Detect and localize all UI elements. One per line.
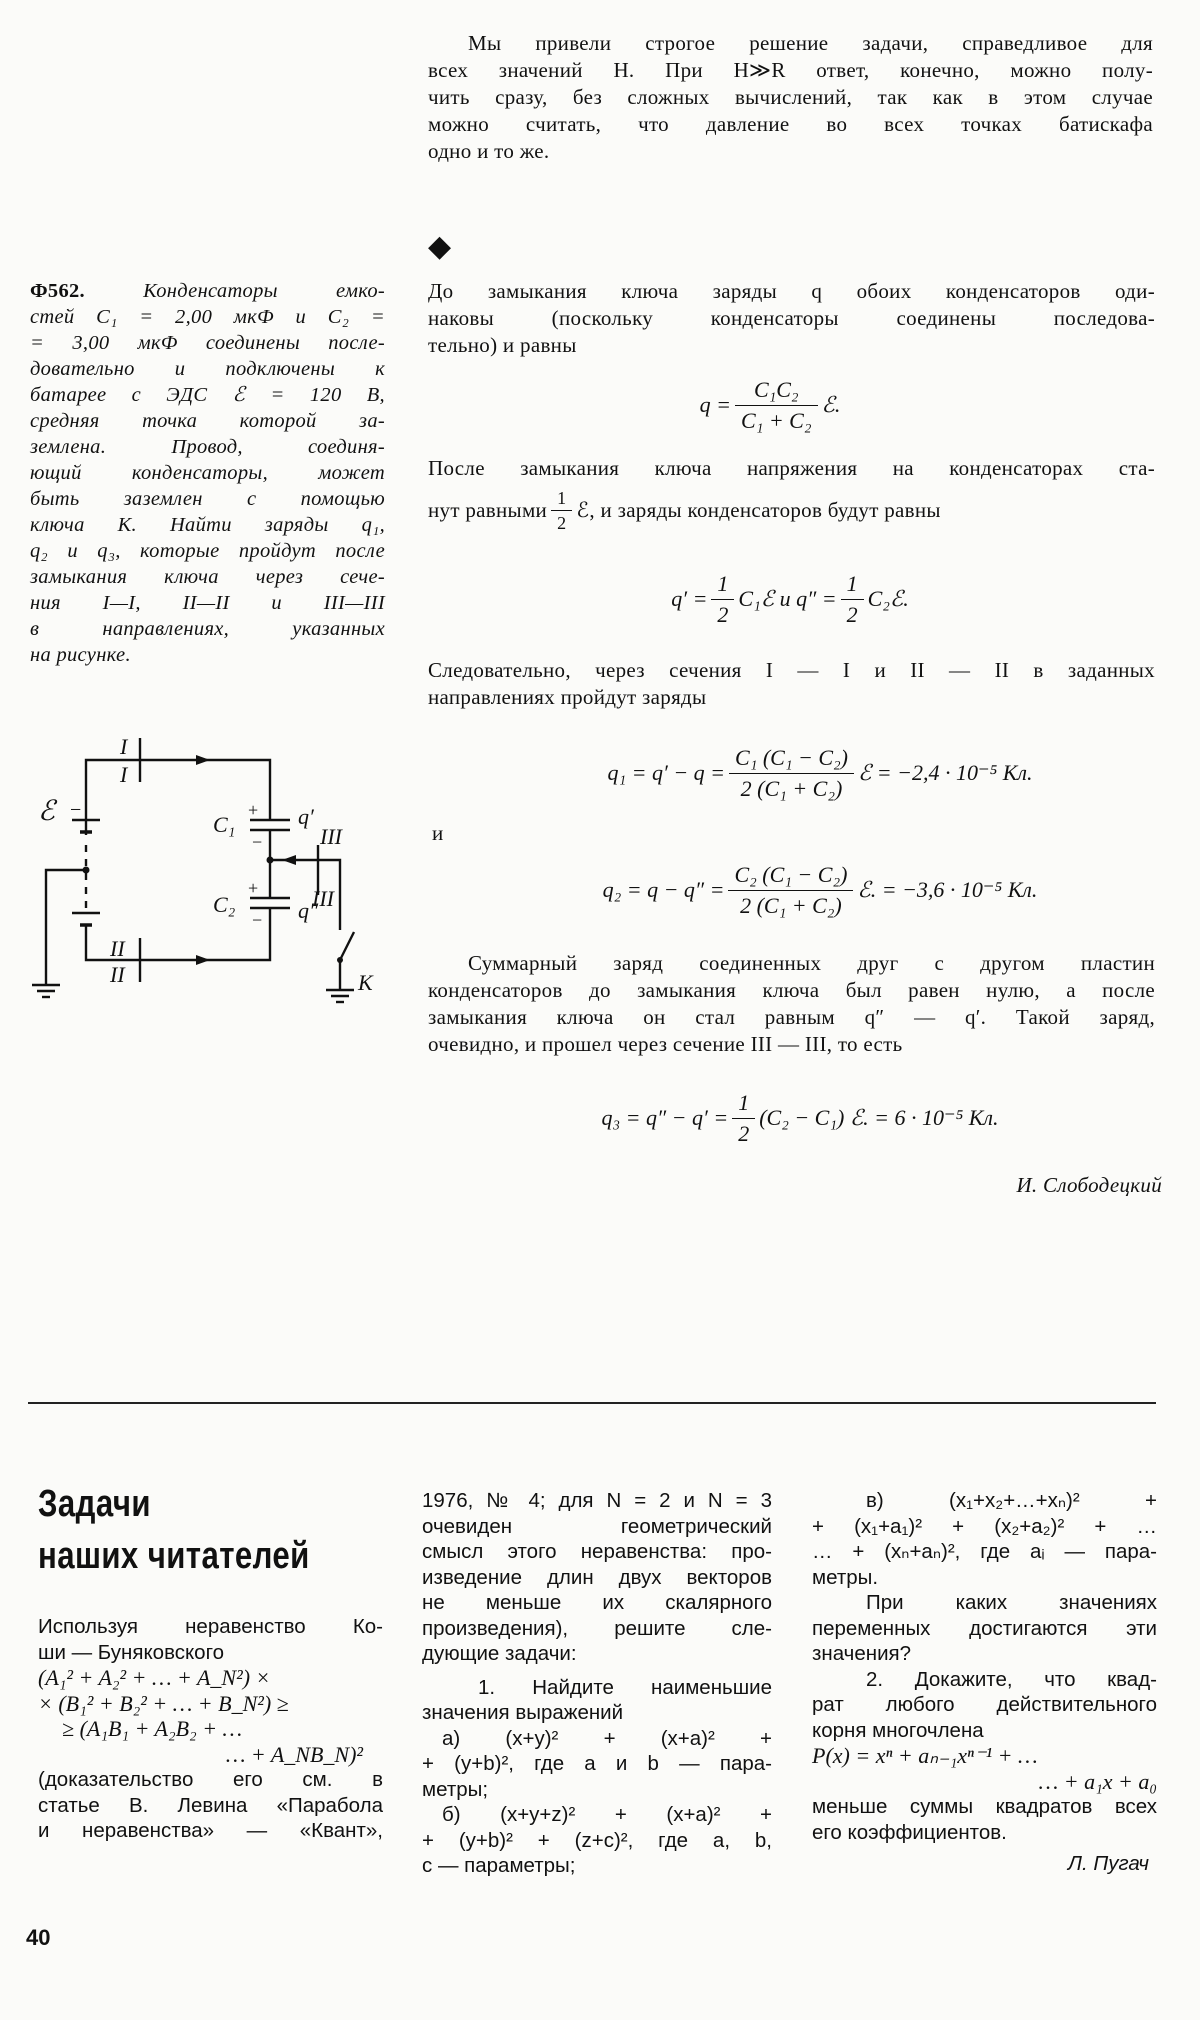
intro-line: одно и то же. — [428, 139, 550, 163]
eq3-denominator: 2 (C₁ + C₂) — [740, 775, 843, 801]
q-prime-label: q′ — [298, 804, 314, 829]
equation-q-rhs: ℰ. — [821, 392, 841, 417]
col3-line: … + a₁x + a₀ — [1038, 1768, 1157, 1794]
solution-line: Суммарный заряд соединенных друг с другом пластин — [468, 951, 1155, 975]
problem-line: ключа К. Найти заряды q₁, — [30, 514, 385, 536]
col2-line: метры; — [422, 1777, 489, 1801]
problem-line: землена. Провод, соединя- — [30, 436, 385, 458]
problem-line: q₂ и q₃, которые пройдут после — [30, 540, 385, 562]
half-denominator: 2 — [557, 513, 567, 533]
col3-line: в) (x₁+x₂+…+xₙ)² + — [866, 1489, 1157, 1512]
solution-paragraph-2 — [428, 455, 1155, 533]
problem-number: Ф562. — [30, 280, 85, 302]
eq5-lhs: q₃ = q″ − q′ = — [601, 1105, 729, 1130]
readers-title-line-1: Задачи — [38, 1483, 151, 1525]
col3-line: 2. Докажите, что квад- — [866, 1667, 1157, 1691]
c1-plus-sign: + — [248, 800, 259, 820]
eq2-num1: 1 — [711, 571, 734, 600]
eq2-den2: 2 — [846, 601, 858, 627]
c2-label: C₂ — [213, 892, 236, 917]
eq3-lhs: q₁ = q′ − q = — [607, 760, 726, 785]
circuit-diagram — [20, 720, 400, 1040]
equation-q-numerator: C₁C₂ — [735, 377, 818, 406]
col2-line: б) (x+y+z)² + (x+a)² + — [442, 1803, 772, 1826]
eq4-rhs: ℰ. = −3,6 · 10⁻⁵ Кл. — [857, 877, 1038, 902]
col3-line: меньше суммы квадратов всех — [812, 1795, 1157, 1818]
readers-title — [38, 1478, 398, 1582]
equation-q1 — [500, 738, 1140, 808]
problem-line: на рисунке. — [30, 644, 131, 666]
col3-line: рат любого действительного — [812, 1693, 1157, 1716]
readers-column-1 — [38, 1614, 383, 1844]
eq3-rhs: ℰ = −2,4 · 10⁻⁵ Кл. — [857, 760, 1033, 785]
col3-line: При каких значениях — [866, 1591, 1157, 1614]
section-II-lower-label: II — [110, 962, 125, 987]
readers-column-2 — [422, 1488, 772, 1879]
equation-q-denominator: C₁ + C₂ — [741, 407, 812, 433]
col3-line: переменных достигаются эти — [812, 1616, 1157, 1640]
col2-line: + (y+b)² + (z+c)², где a, b, — [422, 1828, 772, 1852]
half-numerator: 1 — [551, 488, 572, 511]
intro-line: чить сразу, без сложных вычислений, так как в этом случае — [428, 85, 1153, 109]
c2-plus-sign: + — [248, 878, 259, 898]
equation-q — [600, 372, 940, 438]
equation-q-lhs: q = — [699, 392, 732, 417]
col2-line: дующие задачи: — [422, 1642, 577, 1665]
col1-line: ≥ (A₁B₁ + A₂B₂ + … — [62, 1716, 243, 1741]
col3-line: его коэффициентов. — [812, 1820, 1007, 1844]
col1-line: × (B₁² + B₂² + … + B_N²) ≥ — [38, 1690, 289, 1716]
readers-author: Л. Пугач — [1067, 1852, 1149, 1875]
solution-line: ℰ, и заряды конденсаторов будут равны — [576, 498, 941, 522]
problem-line: батарее с ЭДС ℰ = 120 В, — [30, 384, 385, 406]
readers-column-3 — [812, 1488, 1157, 1877]
eq2-den1: 2 — [717, 601, 729, 627]
problem-line: довательно и подключены к — [30, 358, 385, 380]
c1-minus-sign: − — [252, 832, 263, 852]
section-III-lower-label: III — [312, 886, 334, 911]
col2-line: а) (x+y)² + (x+a)² + — [442, 1726, 772, 1750]
col1-line: и неравенства» — «Квант», — [38, 1819, 383, 1842]
key-label: K — [358, 970, 373, 995]
solution-line: очевидно, и прошел через сечение III — III, то есть — [428, 1032, 903, 1056]
col2-line: очевиден геометрический — [422, 1514, 772, 1538]
eq3-numerator: C₁ (C₁ − C₂) — [729, 745, 854, 774]
eq2-end: C₂ℰ. — [867, 586, 909, 611]
problem-line: ющий конденсаторы, может — [30, 462, 385, 484]
col1-line: статье В. Левина «Парабола — [38, 1793, 383, 1817]
section-divider — [28, 1402, 1156, 1404]
solution-line: После замыкания ключа напряжения на конденсаторах ста- — [428, 456, 1155, 480]
page-number: 40 — [26, 1925, 51, 1950]
problem-line: быть заземлен с помощью — [30, 488, 385, 510]
solution-paragraph-4 — [428, 950, 1155, 1058]
col3-line: корня многочлена — [812, 1718, 984, 1742]
problem-line: Конденсаторы емко- — [143, 280, 385, 302]
solution-paragraph-1 — [428, 278, 1155, 359]
eq2-lhs: q′ = — [671, 586, 708, 611]
section-II-upper-label: II — [110, 936, 125, 961]
equation-q-primes — [570, 566, 1010, 632]
solution-line: До замыкания ключа заряды q обоих конденсаторов оди- — [428, 279, 1155, 303]
readers-title-line-2: наших читателей — [38, 1535, 310, 1577]
section-III-upper-label: III — [320, 824, 342, 849]
c1-label: C₁ — [213, 812, 236, 837]
col2-line: c — параметры; — [422, 1854, 576, 1877]
eq5-rhs: (C₂ − C₁) ℰ. = 6 · 10⁻⁵ Кл. — [759, 1105, 999, 1130]
col1-line: (доказательство его см. в — [38, 1768, 383, 1791]
solution-line: нут равными — [428, 498, 548, 522]
solution-line: тельно) и равны — [428, 333, 577, 357]
solution-author: И. Слободецкий — [1016, 1173, 1162, 1197]
col1-line: ши — Буняковского — [38, 1640, 225, 1664]
col2-line: не меньше их скалярного — [422, 1591, 772, 1614]
col2-line: смысл этого неравенства: про- — [422, 1540, 772, 1563]
battery-minus-sign: − — [70, 799, 82, 821]
col2-line: изведение длин двух векторов — [422, 1565, 772, 1589]
problem-line: ния I—I, II—II и III—III — [30, 592, 385, 614]
solution-line: наковы (поскольку конденсаторы соединены последова- — [428, 306, 1155, 330]
c2-minus-sign: − — [252, 910, 263, 930]
col3-line: метры. — [812, 1565, 879, 1589]
problem-line: средняя точка которой за- — [30, 410, 385, 432]
section-I-upper-label: I — [120, 734, 128, 759]
col2-line: + (y+b)², где a и b — пара- — [422, 1752, 772, 1775]
intro-line: всех значений H. При H≫R ответ, конечно, можно полу- — [428, 58, 1153, 82]
col2-line: значения выражений — [422, 1701, 624, 1724]
col2-line: 1. Найдите наименьшие — [478, 1675, 772, 1699]
col1-line: Используя неравенство Ко- — [38, 1615, 383, 1638]
eq2-num2: 1 — [841, 571, 864, 600]
solution-line: направлениях пройдут заряды — [428, 685, 707, 709]
section-I-lower-label: I — [120, 762, 128, 787]
and-word: и — [432, 821, 444, 845]
eq5-denominator: 2 — [738, 1120, 750, 1146]
col1-line: (A₁² + A₂² + … + A_N²) × — [38, 1665, 271, 1690]
equation-q3 — [490, 1083, 1110, 1153]
solution-line: Следовательно, через сечения I — I и II — II в заданных — [428, 658, 1155, 682]
equation-q2 — [500, 855, 1140, 925]
solution-paragraph-3 — [428, 657, 1155, 711]
problem-line: в направлениях, указанных — [30, 618, 385, 640]
problem-line: стей C₁ = 2,00 мкФ и C₂ = — [30, 306, 385, 328]
emf-label: ℰ — [38, 796, 55, 827]
intro-paragraph — [428, 30, 1153, 165]
col3-line: значения? — [812, 1642, 912, 1665]
eq4-denominator: 2 (C₁ + C₂) — [740, 892, 842, 918]
eq5-numerator: 1 — [732, 1090, 755, 1119]
col3-line: … + (xₙ+aₙ)², где aᵢ — пара- — [812, 1540, 1157, 1563]
problem-line: замыкания ключа через сече- — [30, 566, 385, 588]
q-double-prime-label: q″ — [298, 898, 319, 923]
col3-line: + (x₁+a₁)² + (x₂+a₂)² + … — [812, 1514, 1157, 1538]
intro-line: Мы привели строгое решение задачи, справедливое для — [468, 31, 1153, 55]
solution-marker: ◆ — [428, 230, 452, 263]
problem-statement — [30, 278, 385, 668]
col3-line: P(x) = xⁿ + aₙ₋₁xⁿ⁻¹ + … — [812, 1743, 1038, 1768]
col2-line: произведения), решите сле- — [422, 1616, 772, 1640]
eq4-numerator: C₂ (C₁ − C₂) — [728, 862, 853, 891]
solution-line: конденсаторов до замыкания ключа был равен нулю, а после — [428, 978, 1155, 1002]
col1-line: … + A_NB_N)² — [225, 1741, 363, 1767]
eq4-lhs: q₂ = q − q″ = — [602, 877, 725, 902]
problem-line: = 3,00 мкФ соединены после- — [30, 332, 385, 354]
col2-line: 1976, № 4; для N = 2 и N = 3 — [422, 1489, 772, 1512]
solution-line: замыкания ключа он стал равным q″ — q′. Такой заряд, — [428, 1005, 1155, 1029]
intro-line: можно считать, что давление во всех точках батискафа — [428, 112, 1153, 136]
eq2-mid: C₁ℰ и q″ = — [738, 586, 837, 611]
